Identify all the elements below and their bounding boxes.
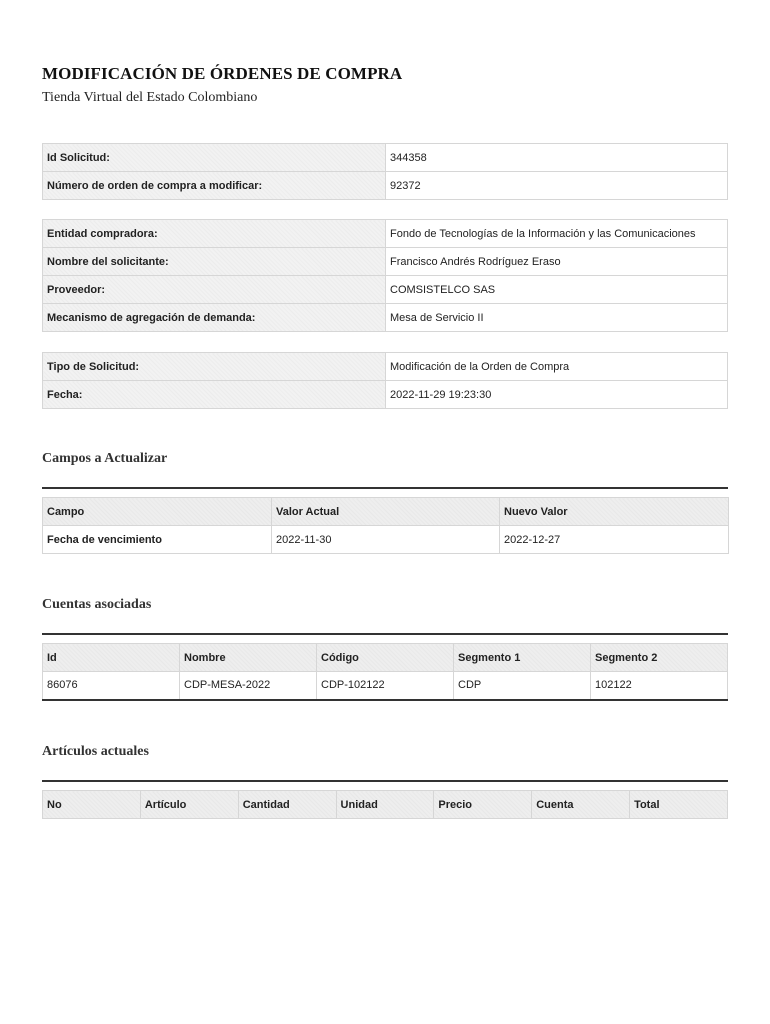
mechanism-row xyxy=(43,304,728,332)
mechanism-label: Mecanismo de agregación de demanda: xyxy=(43,304,386,332)
articles-title: Artículos actuales xyxy=(42,744,149,759)
column-header: Valor Actual xyxy=(272,498,500,526)
request-type-table xyxy=(42,352,728,409)
accounts-title: Cuentas asociadas xyxy=(42,597,152,612)
request-id-label: Id Solicitud: xyxy=(43,144,386,172)
column-header: Unidad xyxy=(336,791,434,819)
requester-label: Nombre del solicitante: xyxy=(43,248,386,276)
order-number-row xyxy=(43,172,728,200)
supplier-value: COMSISTELCO SAS xyxy=(386,276,728,304)
date-row xyxy=(43,381,728,409)
request-info-table xyxy=(42,143,728,200)
table-header-row xyxy=(43,791,728,819)
table-cell: Fecha de vencimiento xyxy=(43,526,272,554)
column-header: Segmento 2 xyxy=(591,644,728,672)
request-id-row xyxy=(43,144,728,172)
fields-update-title: Campos a Actualizar xyxy=(42,451,168,466)
column-header: Precio xyxy=(434,791,532,819)
table-cell: CDP xyxy=(454,672,591,700)
page-subtitle: Tienda Virtual del Estado Colombiano xyxy=(42,90,258,105)
table-cell: CDP-102122 xyxy=(317,672,454,700)
column-header: Total xyxy=(630,791,728,819)
request-id-value: 344358 xyxy=(386,144,728,172)
date-value: 2022-11-29 19:23:30 xyxy=(386,381,728,409)
request-type-value: Modificación de la Orden de Compra xyxy=(386,353,728,381)
requester-row xyxy=(43,248,728,276)
page-title: MODIFICACIÓN DE ÓRDENES DE COMPRA xyxy=(42,64,403,83)
section-divider xyxy=(42,487,728,489)
column-header: Nombre xyxy=(180,644,317,672)
section-divider xyxy=(42,633,728,635)
request-type-row xyxy=(43,353,728,381)
order-number-label: Número de orden de compra a modificar: xyxy=(43,172,386,200)
buyer-entity-row xyxy=(43,220,728,248)
articles-table xyxy=(42,790,728,819)
requester-value: Francisco Andrés Rodríguez Eraso xyxy=(386,248,728,276)
column-header: Cantidad xyxy=(238,791,336,819)
table-row xyxy=(43,672,728,700)
table-cell: 102122 xyxy=(591,672,728,700)
buyer-entity-value: Fondo de Tecnologías de la Información y las Comunicaciones xyxy=(386,220,728,248)
column-header: Id xyxy=(43,644,180,672)
accounts-table xyxy=(42,643,728,701)
column-header: No xyxy=(43,791,141,819)
table-cell: CDP-MESA-2022 xyxy=(180,672,317,700)
mechanism-value: Mesa de Servicio II xyxy=(386,304,728,332)
column-header: Cuenta xyxy=(532,791,630,819)
column-header: Campo xyxy=(43,498,272,526)
table-row xyxy=(43,526,729,554)
order-number-value: 92372 xyxy=(386,172,728,200)
date-label: Fecha: xyxy=(43,381,386,409)
supplier-row xyxy=(43,276,728,304)
table-header-row xyxy=(43,498,729,526)
table-cell: 2022-12-27 xyxy=(500,526,729,554)
supplier-label: Proveedor: xyxy=(43,276,386,304)
buyer-entity-label: Entidad compradora: xyxy=(43,220,386,248)
table-cell: 86076 xyxy=(43,672,180,700)
table-header-row xyxy=(43,644,728,672)
column-header: Código xyxy=(317,644,454,672)
fields-update-table xyxy=(42,497,729,554)
column-header: Artículo xyxy=(140,791,238,819)
parties-info-table xyxy=(42,219,728,332)
section-divider xyxy=(42,780,728,782)
column-header: Nuevo Valor xyxy=(500,498,729,526)
column-header: Segmento 1 xyxy=(454,644,591,672)
table-cell: 2022-11-30 xyxy=(272,526,500,554)
request-type-label: Tipo de Solicitud: xyxy=(43,353,386,381)
